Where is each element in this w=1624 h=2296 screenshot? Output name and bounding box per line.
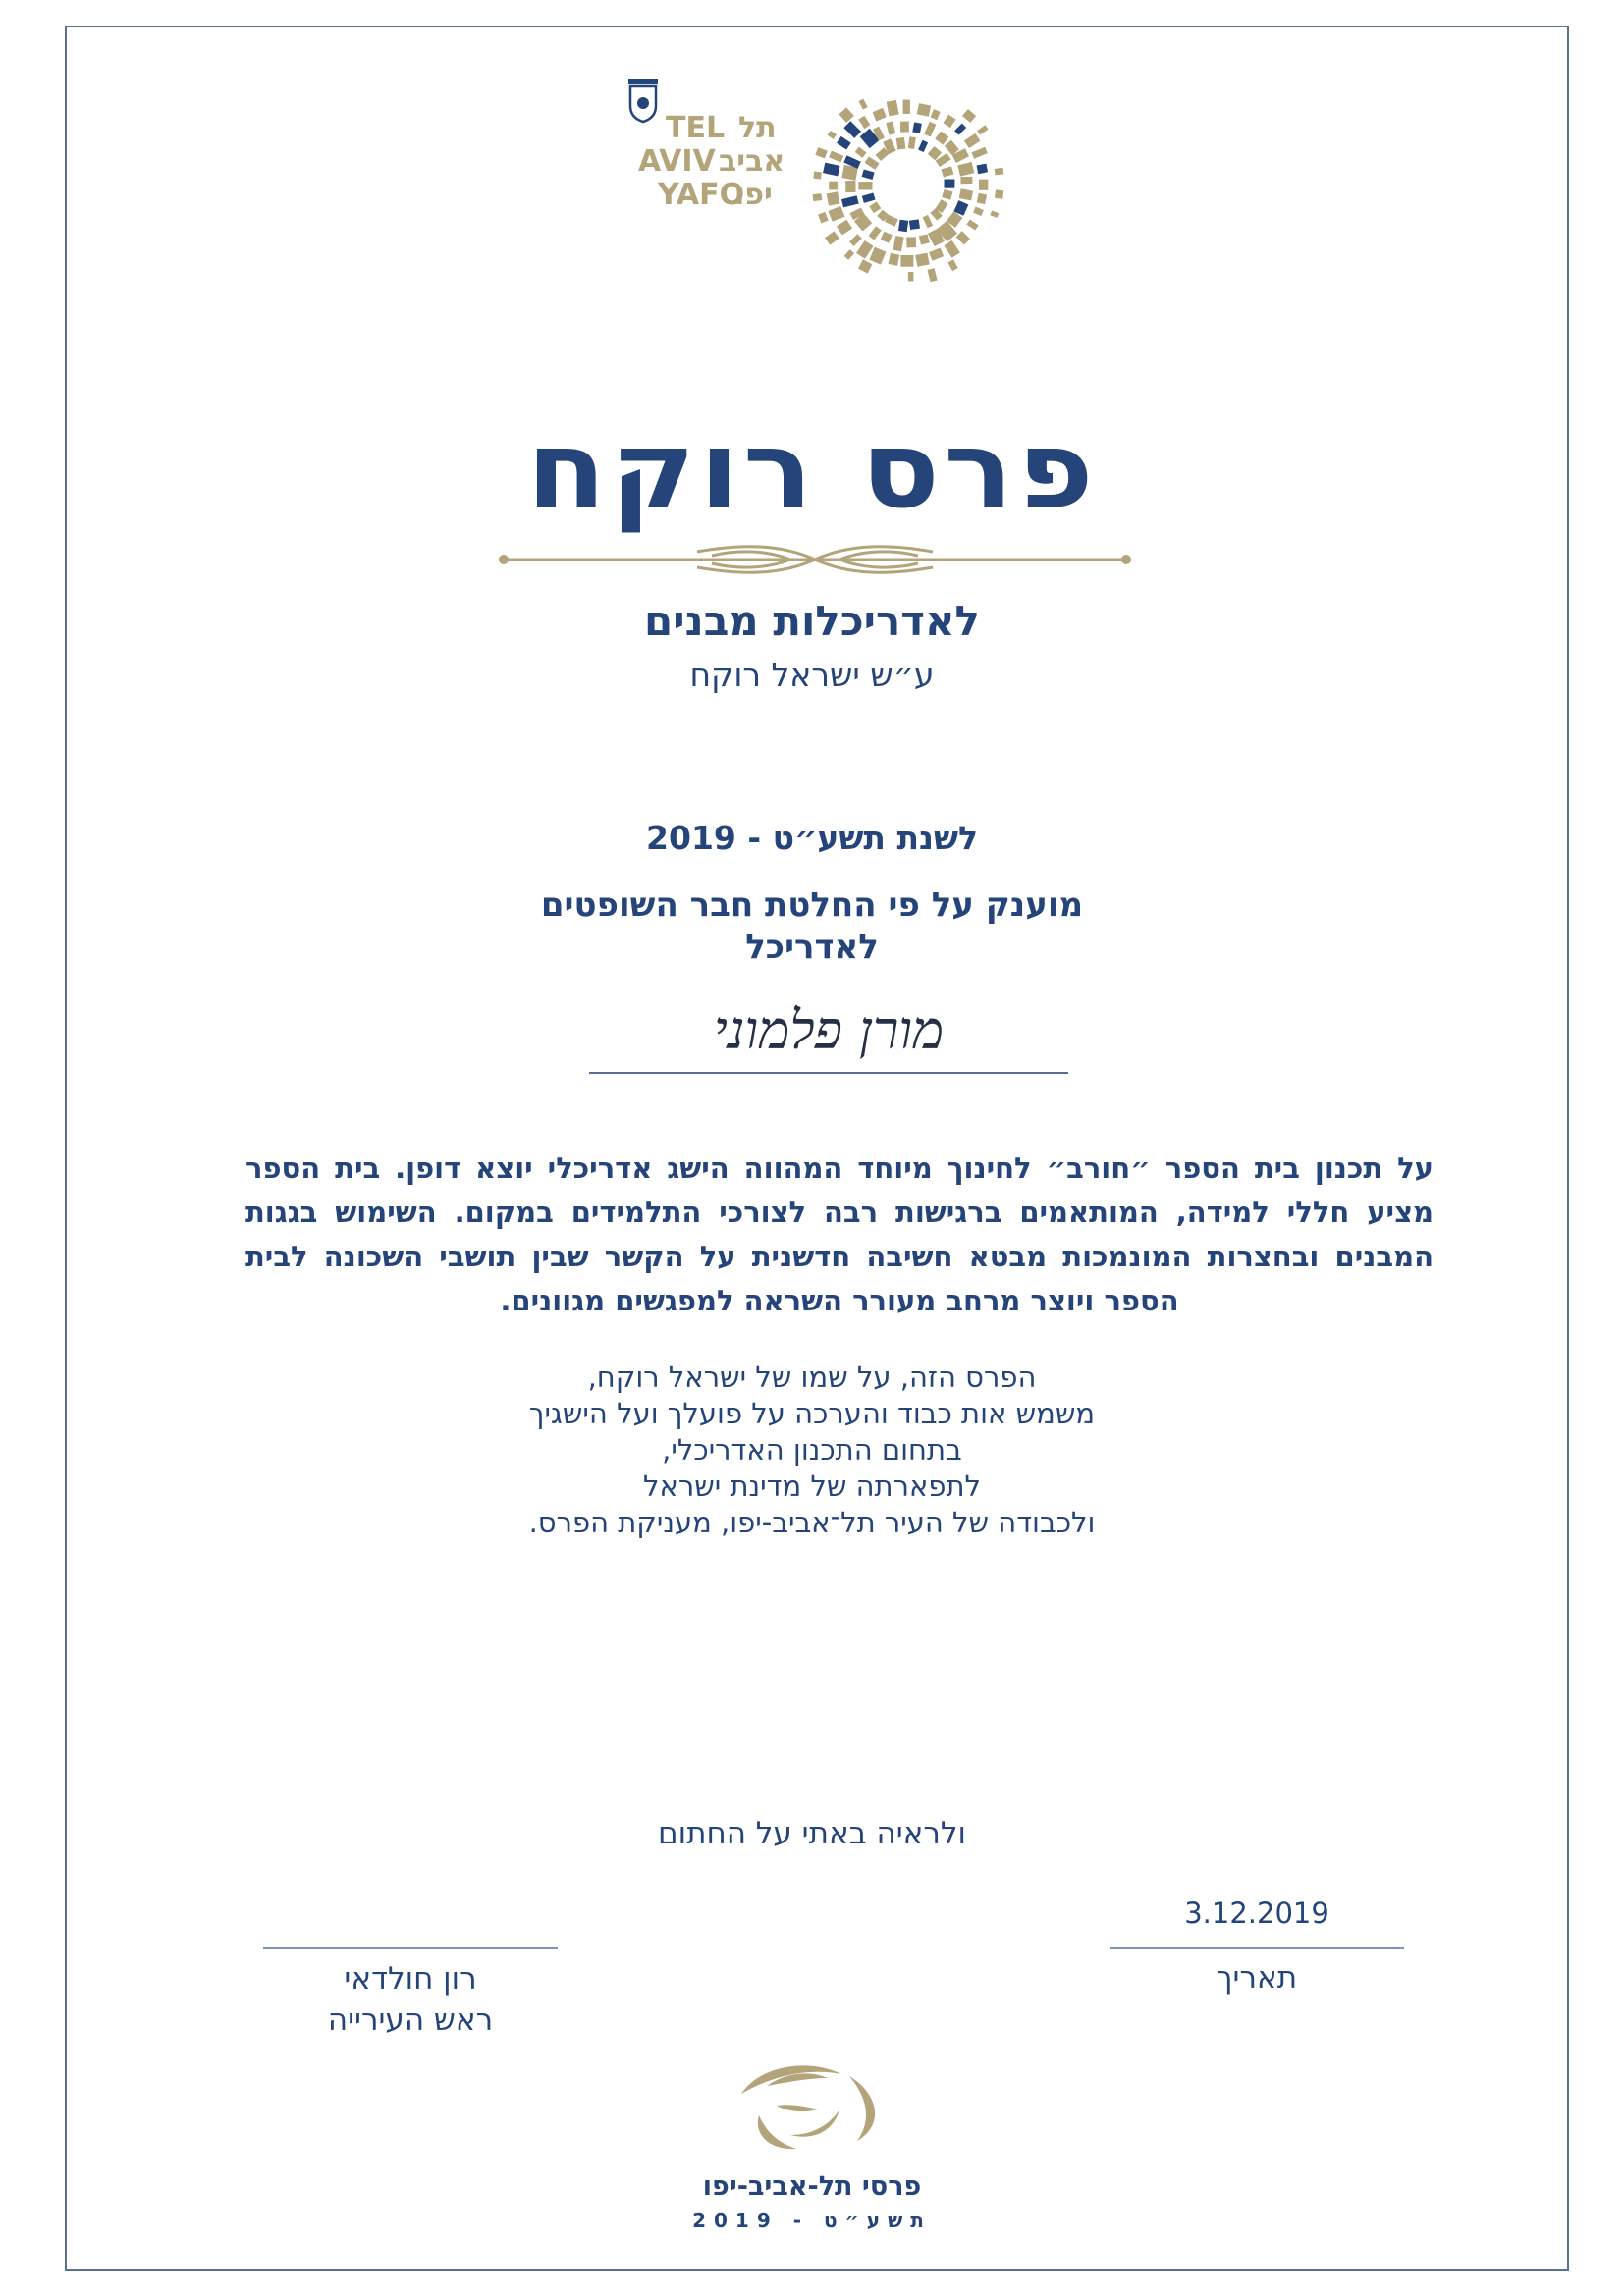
sunburst-tile: [900, 255, 913, 267]
footer-year: תשע״ט - 2019: [692, 2209, 932, 2232]
sunburst-tile: [858, 182, 872, 189]
sunburst-tile: [912, 122, 922, 133]
award-title: פרס רוקח: [526, 407, 1098, 533]
sunburst-tile: [845, 181, 856, 192]
sunburst-tile: [862, 169, 875, 180]
sunburst-tile: [941, 166, 953, 177]
sunburst-tile: [944, 240, 959, 258]
sunburst-tile: [979, 180, 988, 190]
sunburst-tile: [828, 131, 837, 139]
signer-role: ראש העירייה: [327, 2002, 494, 2038]
sunburst-tile: [971, 147, 987, 159]
sunburst-tile: [858, 99, 867, 110]
signer-name: רון חולדאי: [344, 1961, 477, 1997]
sunburst-tile: [818, 212, 829, 223]
sunburst-tile: [915, 253, 930, 267]
date-label: תאריך: [1216, 1960, 1298, 1996]
sunburst-tile: [957, 162, 974, 177]
sunburst-tile: [849, 234, 862, 246]
sunburst-tile: [935, 131, 948, 144]
sunburst-tile: [995, 189, 1003, 198]
logo-he-tel: תל: [738, 111, 777, 145]
sunburst-tile: [825, 231, 839, 244]
sunburst-tile: [812, 193, 822, 201]
sunburst-tile: [815, 147, 827, 158]
award-text-line: ולכבודה של העיר תל־אביב-יפו, מעניקת הפרס.: [528, 1506, 1096, 1539]
award-text-block: [0, 1360, 1624, 1541]
sunburst-tile: [869, 201, 881, 213]
sunburst-tile: [960, 177, 972, 184]
sunburst-tile: [887, 100, 899, 117]
sunburst-tile: [908, 272, 914, 282]
logo-he-aviv: אביב: [719, 144, 785, 179]
sunburst-tile: [886, 121, 895, 134]
award-subtitle: לאדריכלות מבנים: [644, 597, 980, 645]
award-recipient-label: לאדריכל: [745, 928, 879, 967]
sunburst-tile: [837, 220, 852, 236]
sunburst-tile: [995, 168, 1004, 176]
sunburst-tile: [881, 232, 893, 243]
sunburst-tile: [977, 125, 988, 134]
sunburst-tile: [927, 268, 937, 282]
sunburst-tile: [966, 219, 978, 230]
sunburst-tile: [896, 137, 906, 150]
sunburst-tile: [839, 107, 853, 123]
award-text-line: לתפארתה של מדינת ישראל: [642, 1469, 982, 1503]
sunburst-tile: [889, 253, 900, 266]
sunburst-tile: [973, 207, 984, 216]
sunburst-tile: [977, 164, 988, 175]
award-decision: מוענק על פי החלטת חבר השופטים: [540, 885, 1084, 925]
award-text-line: הפרס הזה, על שמו של ישראל רוקח,: [587, 1361, 1037, 1394]
sunburst-tile: [908, 136, 916, 149]
sunburst-tile: [865, 156, 880, 170]
mayor-signature-line: [263, 1947, 558, 1949]
sunburst-tile: [813, 171, 822, 179]
sunburst-tile: [947, 259, 957, 271]
sunburst-tile: [827, 191, 840, 205]
sunburst-tile: [844, 249, 854, 260]
award-text-line: בתחום התכנון האדריכלי,: [662, 1433, 962, 1467]
sunburst-tile: [919, 234, 930, 244]
sunburst-tile: [893, 236, 903, 251]
sunburst-tile: [856, 240, 873, 259]
sunburst-tile: [954, 124, 966, 135]
sunburst-tile: [964, 133, 981, 148]
sunburst-tile: [837, 136, 851, 150]
sunburst-tile: [990, 211, 999, 218]
sunburst-tile: [898, 220, 908, 232]
sunburst-tile: [929, 247, 944, 260]
sunburst-tile: [959, 188, 973, 200]
sunburst-tile: [918, 140, 928, 152]
sunburst-tile: [858, 259, 872, 273]
date-signature-line: [1110, 1947, 1404, 1949]
sunburst-tile: [962, 109, 976, 123]
sunburst-tile: [843, 121, 861, 138]
city-crest-icon: [628, 79, 658, 122]
sunburst-tile: [900, 122, 909, 133]
sunburst-tile: [869, 247, 886, 265]
award-year: לשנת תשע״ט - 2019: [646, 819, 978, 857]
sunburst-tile: [829, 182, 838, 190]
sunburst-tile: [828, 206, 844, 222]
ornament-divider-icon: [496, 538, 1134, 581]
sunburst-tile: [931, 109, 941, 120]
sunburst-tile: [829, 151, 843, 163]
sunburst-tile: [909, 219, 920, 230]
logo-he-yafo: יפו: [734, 178, 773, 212]
sunburst-tile: [862, 192, 876, 202]
sunburst-tile: [823, 163, 839, 177]
sunburst-tile: [858, 116, 870, 129]
sunburst-emblem-icon: [812, 99, 1003, 283]
sunburst-tile: [906, 237, 916, 247]
logo-en-aviv: AVIV: [638, 144, 716, 179]
sunburst-tile: [923, 215, 934, 228]
sunburst-tile: [917, 103, 931, 117]
sunburst-tile: [977, 193, 987, 204]
sunburst-tile: [924, 122, 936, 137]
date-value: 3.12.2019: [1184, 1896, 1329, 1930]
logo-en-tel: TEL: [666, 111, 726, 145]
footer-prizes-title: פרסי תל-אביב-יפו: [702, 2171, 922, 2202]
award-citation: על תכנון בית הספר ״חורב״ לחינוך מיוחד המהווה הישג אדריכלי יוצא דופן. בית הספר מציע חללי למידה, המותאמים ברגישות רבה לצורכי התלמידים במקום. השימוש בגגות המבנים ובחצרות המונמכות מבטא חשיבה חדשנית על הקשר שבין תושבי השכונה לבית הספר ויוצר מרחב מעורר השראה למפגשים מגוונים.: [245, 1151, 1434, 1317]
tel-aviv-yafo-logo: [628, 79, 1011, 294]
logo-en-yafo: YAFO: [658, 178, 745, 212]
sunburst-tile: [943, 115, 955, 128]
recipient-name: מורן פלמוני: [713, 999, 945, 1061]
sunburst-tile: [873, 108, 887, 122]
witness-statement: ולראיה באתי על החתום: [658, 1816, 966, 1851]
sunburst-tile: [956, 231, 970, 244]
tel-aviv-prizes-emblem-icon: [731, 2056, 893, 2155]
sunburst-tile: [855, 147, 867, 158]
sunburst-tile: [942, 189, 952, 200]
sunburst-tile: [903, 100, 910, 114]
sunburst-tile: [945, 180, 955, 188]
award-dedication: ע״ש ישראל רוקח: [689, 656, 935, 694]
recipient-name-line: [589, 1072, 1068, 1074]
sunburst-tile: [841, 195, 859, 207]
award-text-line: משמש אות כבוד והערכה על פועלך ועל הישגיך: [528, 1397, 1096, 1430]
sunburst-tile: [869, 226, 882, 240]
